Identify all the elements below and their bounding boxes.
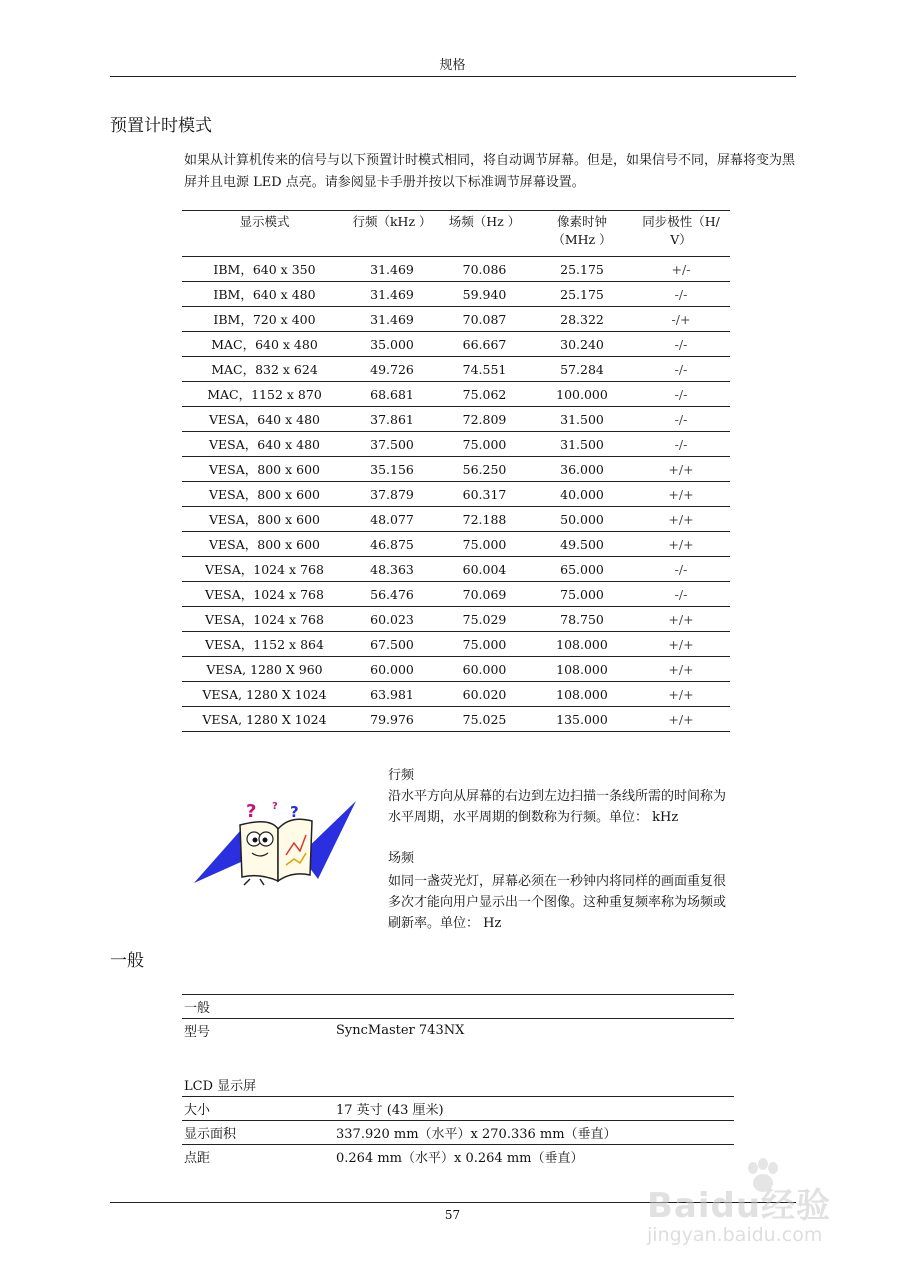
cell-vfreq: 60.004 (437, 557, 532, 582)
cell-sync: +/+ (632, 482, 730, 507)
timing-row (182, 632, 730, 657)
timing-row (182, 332, 730, 357)
cell-hfreq: 31.469 (347, 282, 437, 307)
cell-mode: VESA，640 x 480 (182, 407, 347, 432)
glossary-vfreq-desc: 如同一盏荧光灯，屏幕必须在一秒钟内将同样的画面重复很多次才能向用户显示出一个图像。这种重复频率称为场频或刷新率。单位： Hz (388, 874, 727, 931)
page-header-title: 规格 (439, 58, 466, 73)
timing-row (182, 307, 730, 332)
cell-sync: +/+ (632, 632, 730, 657)
glossary-hfreq-term: 行频 (388, 768, 415, 783)
cell-pixel-clock: 25.175 (532, 282, 632, 307)
section-title-general: 一般 (110, 951, 144, 971)
spec-lcd-header-row (182, 1073, 734, 1097)
timing-row (182, 482, 730, 507)
cell-mode: VESA，800 x 600 (182, 457, 347, 482)
cell-pixel-clock: 100.000 (532, 382, 632, 407)
spec-lcd-group: LCD 显示屏 (182, 1073, 734, 1097)
spec-row-size (182, 1097, 734, 1121)
page-number: 57 (444, 1208, 461, 1222)
timing-row (182, 532, 730, 557)
book-question-icon (190, 795, 360, 895)
timing-row (182, 357, 730, 382)
cell-hfreq: 37.879 (347, 482, 437, 507)
timing-row (182, 432, 730, 457)
cell-pixel-clock: 65.000 (532, 557, 632, 582)
header-pixel-clock-line1: 像素时钟 (556, 214, 607, 229)
cell-pixel-clock: 108.000 (532, 682, 632, 707)
header-sync (632, 211, 730, 257)
cell-pixel-clock: 49.500 (532, 532, 632, 557)
cell-vfreq: 75.062 (437, 382, 532, 407)
spec-row-display-area (182, 1121, 734, 1145)
cell-pixel-clock: 135.000 (532, 707, 632, 732)
cell-sync: +/- (632, 257, 730, 282)
timing-row (182, 607, 730, 632)
cell-pixel-clock: 108.000 (532, 632, 632, 657)
header-pixel-clock (532, 211, 632, 257)
header-pixel-clock-line2: （MHz ） (552, 232, 612, 247)
cell-sync: -/+ (632, 307, 730, 332)
cell-mode: MAC，640 x 480 (182, 332, 347, 357)
cell-mode: VESA，640 x 480 (182, 432, 347, 457)
cell-mode: VESA，800 x 600 (182, 482, 347, 507)
cell-sync: -/- (632, 382, 730, 407)
timing-row (182, 382, 730, 407)
cell-hfreq: 37.861 (347, 407, 437, 432)
cell-vfreq: 60.020 (437, 682, 532, 707)
timing-table-header (182, 211, 730, 257)
cell-vfreq: 59.940 (437, 282, 532, 307)
cell-mode: IBM，720 x 400 (182, 307, 347, 332)
timing-row (182, 457, 730, 482)
header-sync-line2: V） (670, 232, 692, 247)
cell-pixel-clock: 57.284 (532, 357, 632, 382)
timing-row (182, 257, 730, 282)
timing-row (182, 582, 730, 607)
cell-mode: VESA，800 x 600 (182, 532, 347, 557)
cell-sync: -/- (632, 332, 730, 357)
cell-vfreq: 70.087 (437, 307, 532, 332)
timing-row (182, 707, 730, 732)
cell-hfreq: 31.469 (347, 307, 437, 332)
section-title-timing: 预置计时模式 (110, 116, 212, 136)
cell-mode: VESA，1024 x 768 (182, 607, 347, 632)
timing-row (182, 557, 730, 582)
cell-hfreq: 48.077 (347, 507, 437, 532)
cell-vfreq: 75.029 (437, 607, 532, 632)
cell-sync: +/+ (632, 507, 730, 532)
cell-sync: +/+ (632, 532, 730, 557)
cell-mode: VESA，800 x 600 (182, 507, 347, 532)
cell-mode: VESA, 1280 X 1024 (182, 707, 347, 732)
spec-label-size: 大小 (182, 1097, 334, 1121)
spec-general-table (182, 994, 734, 1042)
cell-mode: MAC，1152 x 870 (182, 382, 347, 407)
cell-hfreq: 60.023 (347, 607, 437, 632)
cell-pixel-clock: 28.322 (532, 307, 632, 332)
cell-vfreq: 75.000 (437, 632, 532, 657)
cell-sync: -/- (632, 557, 730, 582)
timing-row (182, 282, 730, 307)
cell-sync: -/- (632, 407, 730, 432)
cell-sync: +/+ (632, 682, 730, 707)
cell-pixel-clock: 78.750 (532, 607, 632, 632)
header-vfreq: 场频（Hz ） (448, 214, 521, 229)
cell-hfreq: 37.500 (347, 432, 437, 457)
cell-sync: +/+ (632, 457, 730, 482)
cell-vfreq: 56.250 (437, 457, 532, 482)
cell-vfreq: 60.317 (437, 482, 532, 507)
header-mode: 显示模式 (239, 214, 290, 229)
cell-sync: -/- (632, 357, 730, 382)
cell-pixel-clock: 108.000 (532, 657, 632, 682)
cell-vfreq: 75.025 (437, 707, 532, 732)
cell-hfreq: 48.363 (347, 557, 437, 582)
cell-hfreq: 31.469 (347, 257, 437, 282)
spec-label-model: 型号 (184, 1025, 211, 1040)
cell-sync: -/- (632, 432, 730, 457)
cell-hfreq: 49.726 (347, 357, 437, 382)
spec-value-display-area: 337.920 mm（水平）x 270.336 mm（垂直） (334, 1121, 734, 1145)
cell-pixel-clock: 31.500 (532, 432, 632, 457)
timing-row (182, 507, 730, 532)
spec-general-group: 一般 (182, 995, 734, 1019)
cell-mode: VESA，1024 x 768 (182, 582, 347, 607)
cell-vfreq: 66.667 (437, 332, 532, 357)
cell-sync: +/+ (632, 607, 730, 632)
cell-mode: IBM，640 x 480 (182, 282, 347, 307)
spec-label-pixel-pitch: 点距 (184, 1151, 211, 1166)
book-character-illustration (190, 795, 360, 895)
cell-pixel-clock: 25.175 (532, 257, 632, 282)
spec-general-header-row (182, 995, 734, 1019)
spec-value-size: 17 英寸 (43 厘米) (334, 1097, 734, 1121)
timing-row (182, 407, 730, 432)
cell-sync: -/- (632, 282, 730, 307)
cell-sync: -/- (632, 582, 730, 607)
cell-sync: +/+ (632, 707, 730, 732)
cell-vfreq: 70.069 (437, 582, 532, 607)
timing-row (182, 657, 730, 682)
cell-mode: MAC，832 x 624 (182, 357, 347, 382)
svg-text:?: ? (290, 803, 299, 821)
cell-vfreq: 72.809 (437, 407, 532, 432)
cell-hfreq: 60.000 (347, 657, 437, 682)
cell-hfreq: 35.156 (347, 457, 437, 482)
glossary-vfreq-term: 场频 (388, 851, 415, 866)
glossary-hfreq-desc: 沿水平方向从屏幕的右边到左边扫描一条线所需的时间称为水平周期，水平周期的倒数称为行频。单位： kHz (388, 789, 727, 825)
cell-pixel-clock: 30.240 (532, 332, 632, 357)
header-rule (110, 76, 796, 77)
spec-row-model (182, 1019, 734, 1043)
cell-pixel-clock: 36.000 (532, 457, 632, 482)
watermark-url: jingyan.baidu.com (647, 1224, 823, 1246)
intro-paragraph: 如果从计算机传来的信号与以下预置计时模式相同，将自动调节屏幕。但是，如果信号不同，屏幕将变为黑屏并且电源 LED 点亮。请参阅显卡手册并按以下标准调节屏幕设置。 (184, 153, 796, 190)
svg-text:?: ? (272, 801, 278, 812)
timing-row (182, 682, 730, 707)
cell-hfreq: 35.000 (347, 332, 437, 357)
cell-pixel-clock: 40.000 (532, 482, 632, 507)
spec-value-model: SyncMaster 743NX (336, 1023, 465, 1038)
spec-lcd-table (182, 1073, 734, 1168)
cell-vfreq: 74.551 (437, 357, 532, 382)
cell-mode: VESA, 1280 X 960 (182, 657, 347, 682)
cell-vfreq: 60.000 (437, 657, 532, 682)
cell-vfreq: 75.000 (437, 432, 532, 457)
cell-sync: +/+ (632, 657, 730, 682)
timing-table (182, 210, 730, 732)
cell-hfreq: 56.476 (347, 582, 437, 607)
cell-hfreq: 67.500 (347, 632, 437, 657)
cell-hfreq: 63.981 (347, 682, 437, 707)
cell-vfreq: 72.188 (437, 507, 532, 532)
cell-pixel-clock: 50.000 (532, 507, 632, 532)
cell-hfreq: 46.875 (347, 532, 437, 557)
watermark-brand: Baidu经验 (647, 1186, 832, 1226)
spec-label-display-area: 显示面积 (182, 1121, 334, 1145)
cell-vfreq: 70.086 (437, 257, 532, 282)
baidu-watermark (647, 1158, 847, 1258)
cell-mode: VESA, 1280 X 1024 (182, 682, 347, 707)
cell-pixel-clock: 75.000 (532, 582, 632, 607)
cell-mode: VESA，1152 x 864 (182, 632, 347, 657)
cell-hfreq: 68.681 (347, 382, 437, 407)
cell-pixel-clock: 31.500 (532, 407, 632, 432)
cell-hfreq: 79.976 (347, 707, 437, 732)
header-sync-line1: 同步极性（H/ (642, 214, 720, 229)
cell-mode: VESA，1024 x 768 (182, 557, 347, 582)
svg-text:?: ? (246, 801, 257, 822)
cell-mode: IBM，640 x 350 (182, 257, 347, 282)
cell-vfreq: 75.000 (437, 532, 532, 557)
header-hfreq: 行频（kHz ） (352, 214, 432, 229)
spec-value-pixel-pitch: 0.264 mm（水平）x 0.264 mm（垂直） (336, 1151, 584, 1166)
